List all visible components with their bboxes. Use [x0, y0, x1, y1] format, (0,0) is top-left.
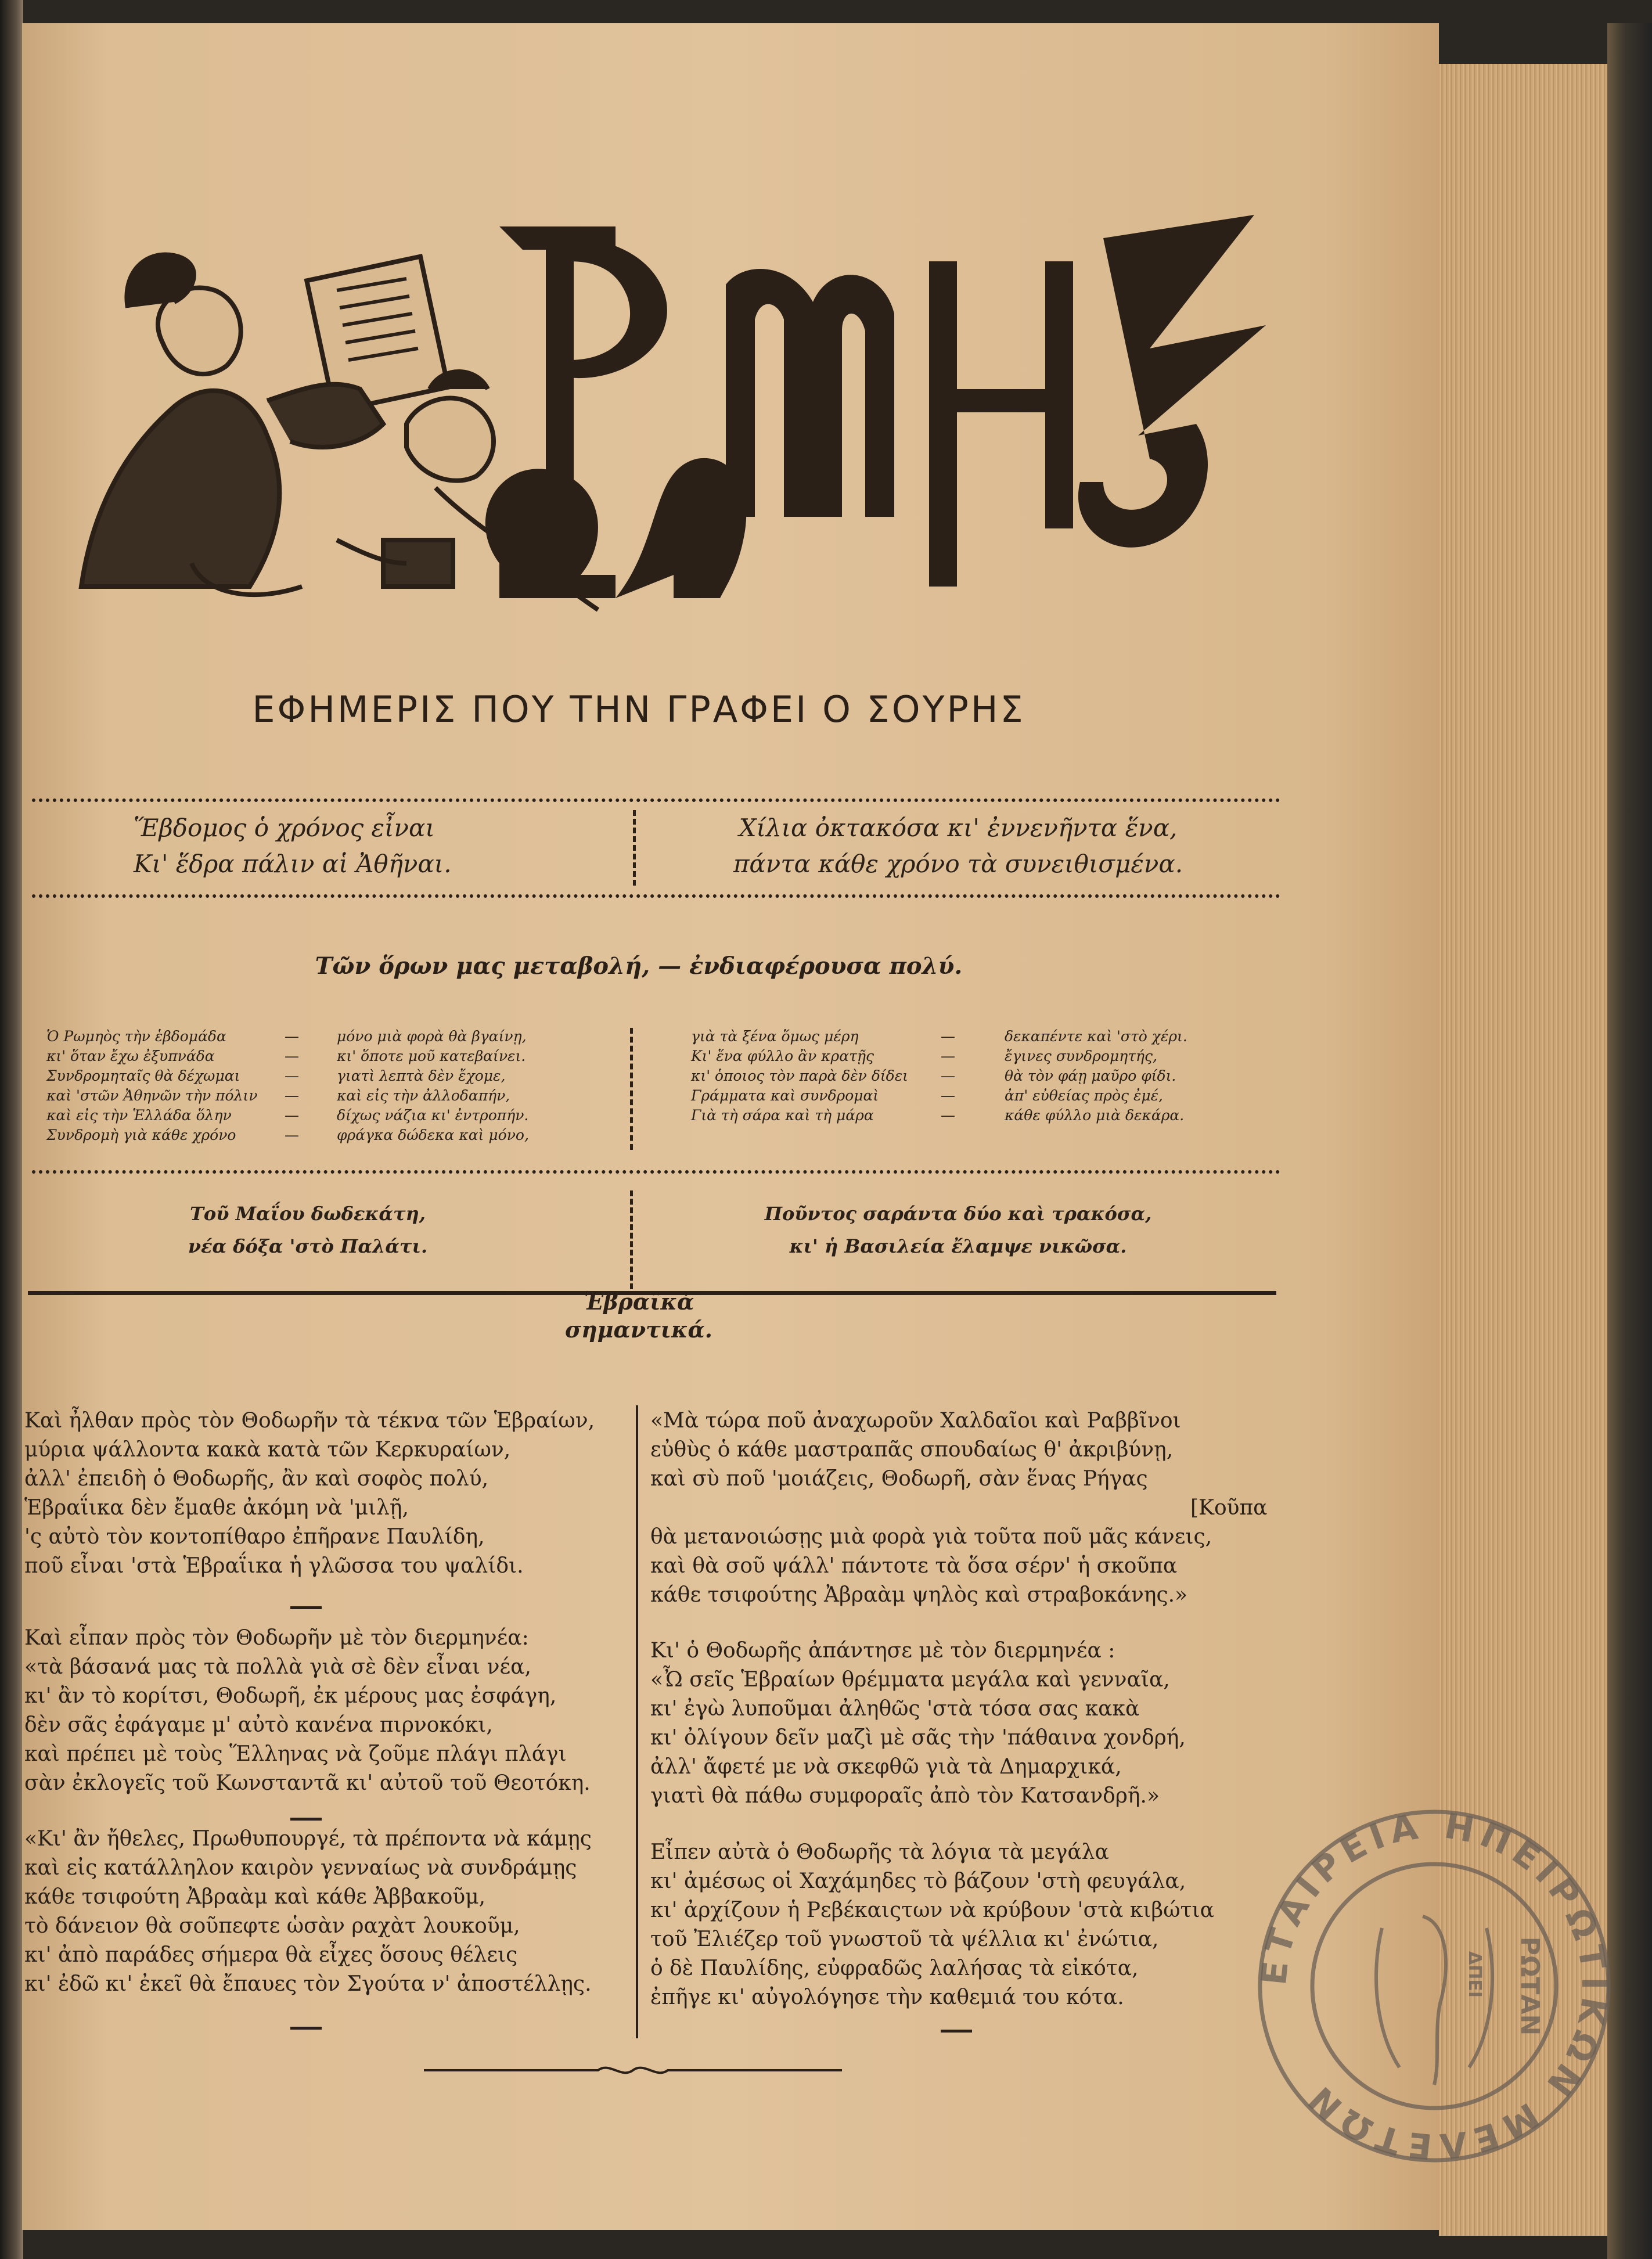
- article-title: [0, 1288, 1277, 1344]
- terms-line: ἔγινες συνδρομητής,: [1005, 1048, 1157, 1064]
- verse-line: κι' ἐδῶ κι' ἐκεῖ θὰ ἔπαυες τὸν Σγούτα ν' ἀποστέλλῃς.: [24, 1972, 592, 1996]
- verse-line: καὶ εἰς κατάλληλον καιρὸν γενναίως νὰ συνδράμῃς: [24, 1856, 577, 1880]
- date-left-line-1: Τοῦ Μαΐου δωδεκάτη,: [190, 1203, 426, 1225]
- terms-line: Κι' ἕνα φύλλο ἂν κρατῇς: [691, 1048, 874, 1064]
- article-col2-stanza-2: [650, 1636, 1186, 1811]
- terms-line: Συνδρομηταῖς θὰ δέχωμαι: [46, 1067, 240, 1084]
- terms-line: καὶ εἰς τὴν ἀλλοδαπήν,: [337, 1087, 510, 1104]
- date-left: [93, 1197, 523, 1262]
- terms-line: δίχως νάζια κι' ἐντροπήν.: [337, 1107, 529, 1124]
- verse-line: μύρια ψάλλοντα κακὰ κατὰ τῶν Κερκυραίων,: [24, 1438, 511, 1462]
- date-right-line-2: κι' ἡ Βασιλεία ἔλαμψε νικῶσα.: [789, 1235, 1127, 1257]
- terms-line: δεκαπέντε καὶ 'στὸ χέρι.: [1005, 1028, 1187, 1045]
- header-left-line-1: Ἕβδομος ὁ χρόνος εἶναι: [134, 814, 435, 842]
- terms-line: κι' ὅταν ἔχω ἐξυπνάδα: [46, 1048, 215, 1064]
- verse-line: κι' ἀπὸ παράδες σήμερα θὰ εἶχες ὅσους θέλεις: [24, 1943, 518, 1967]
- terms-line: κι' ὁποιος τὸν παρὰ δὲν δίδει: [691, 1067, 908, 1084]
- terms-dash: —: [285, 1087, 299, 1104]
- article-col1-stanza-3: [24, 1825, 592, 1999]
- verse-line: «Μὰ τώρα ποῦ ἀναχωροῦν Χαλδαῖοι καὶ Ραββῖνοι: [650, 1409, 1181, 1433]
- terms-line: μόνο μιὰ φορὰ θὰ βγαίνῃ,: [337, 1028, 527, 1045]
- verse-line: κι' ὀλίγουν δεῖν μαζὶ μὲ σᾶς τὴν 'πάθαινα χονδρή,: [650, 1726, 1186, 1750]
- stanza-separator: [290, 2027, 322, 2030]
- terms-dash: —: [941, 1087, 955, 1104]
- terms-dash: —: [941, 1067, 955, 1084]
- terms-divider: [630, 1028, 633, 1150]
- terms-right-dashes: [941, 1027, 955, 1125]
- terms-left-a: [46, 1027, 257, 1145]
- verse-line: γιατὶ θὰ πάθω συμφοραῖς ἀπὸ τὸν Κατσανδρῆ.»: [650, 1784, 1160, 1808]
- date-divider: [630, 1190, 633, 1289]
- terms-dash: —: [285, 1048, 299, 1064]
- terms-line: θὰ τὸν φάῃ μαῦρο φίδι.: [1005, 1067, 1176, 1084]
- stamp-center-mid: ΔΠΕΙ: [1464, 1951, 1485, 1998]
- terms-title: Τῶν ὅρων μας μεταβολή, — ἐνδιαφέρουσα πολύ.: [315, 952, 963, 980]
- article-title-line-2: σημαντικά.: [565, 1316, 712, 1343]
- stamp-emblem: [1376, 1916, 1492, 2085]
- verse-line: Ἑβραΐικα δὲν ἔμαθε ἀκόμη νὰ 'μιλῇ,: [24, 1496, 409, 1520]
- verse-line: καὶ σὺ ποῦ 'μοιάζεις, Θοδωρῆ, σὰν ἕνας Ρήγας: [650, 1467, 1148, 1491]
- verse-line: κάθε τσιφούτης Ἀβραὰμ ψηλὸς καὶ στραβοκάνης.»: [650, 1583, 1188, 1607]
- article-col2-stanza-1: [650, 1407, 1181, 1494]
- date-left-line-2: νέα δόξα 'στὸ Παλάτι.: [188, 1235, 428, 1257]
- masthead-subtitle: ΕΦΗΜΕΡΙΣ ΠΟΥ ΤΗΝ ΓΡΑΦΕΙ Ο ΣΟΥΡΗΣ: [252, 688, 1025, 731]
- verse-line: κι' ἀρχίζουν ἡ Ρεβέκαιςτων νὰ κρύβουν 'στὰ κιβώτια: [650, 1898, 1214, 1922]
- verse-line: καὶ θὰ σοῦ ψάλλ' πάντοτε τὰ ὅσα σέρν' ἡ σκοῦπα: [650, 1554, 1178, 1578]
- article-column-divider: [636, 1405, 638, 2038]
- verse-line: Καὶ εἶπαν πρὸς τὸν Θοδωρῆν μὲ τὸν διερμηνέα:: [24, 1626, 529, 1650]
- verse-line: θὰ μετανοιώσῃς μιὰ φορὰ γιὰ τοῦτα ποῦ μᾶς κάνεις,: [650, 1525, 1212, 1549]
- verse-line: ποῦ εἶναι 'στὰ Ἑβραΐικα ἡ γλῶσσα του ψαλίδι.: [24, 1554, 524, 1578]
- header-left-line-2: Κι' ἕδρα πάλιν αἱ Ἀθῆναι.: [134, 850, 452, 878]
- terms-line: Γιὰ τὴ σάρα καὶ τὴ μάρα: [691, 1107, 874, 1124]
- stamp-ring-text: ΕΤΑΙΡΕΙΑ ΗΠΕΙΡΩΤΙΚΩΝ ΜΕΛΕΤΩΝ: [1254, 1805, 1615, 2167]
- verse-line: τὸ δάνειον θὰ σοῦπεφτε ὡσὰν ραχὰτ λουκοῦμ,: [24, 1914, 520, 1938]
- date-right-line-1: Ποῦντος σαράντα δύο καὶ τρακόσα,: [764, 1203, 1152, 1225]
- stanza-separator: [290, 1818, 322, 1821]
- rule-terms-bottom: [32, 1170, 1280, 1174]
- terms-left-dashes: [285, 1027, 299, 1145]
- ornamental-rule: [424, 2059, 842, 2082]
- verse-line: εὐθὺς ὁ κάθε μαστραπᾶς σπουδαίως θ' ἀκριβύνῃ,: [650, 1438, 1174, 1462]
- verse-line: ἐπῆγε κι' αὐγολόγησε τὴν καθεμιά του κότα.: [650, 1985, 1124, 2009]
- terms-line: καὶ 'στῶν Ἀθηνῶν τὴν πόλιν: [46, 1087, 258, 1104]
- terms-dash: —: [285, 1127, 299, 1143]
- stanza-separator: [941, 2030, 972, 2033]
- terms-line: Ὁ Ρωμηὸς τὴν ἑβδομάδα: [46, 1028, 226, 1045]
- terms-line: Γράμματα καὶ συνδρομαὶ: [691, 1087, 879, 1104]
- article-col1-stanza-2: [24, 1624, 591, 1798]
- verse-line: Εἶπεν αὐτὰ ὁ Θοδωρῆς τὰ λόγια τὰ μεγάλα: [650, 1840, 1109, 1864]
- verse-line: κάθε τσιφούτη Ἀβραὰμ καὶ κάθε Ἀββακοῦμ,: [24, 1885, 486, 1909]
- terms-dash: —: [285, 1067, 299, 1084]
- terms-dash: —: [941, 1028, 955, 1045]
- terms-right-a: [691, 1027, 908, 1125]
- article-title-line-1: Ἑβραϊκὰ: [583, 1289, 694, 1315]
- stanza-separator: [290, 1606, 322, 1609]
- rule-header-bottom: [32, 894, 1280, 898]
- terms-line: Συνδρομὴ γιὰ κάθε χρόνο: [46, 1127, 236, 1143]
- terms-line: κι' ὅποτε μοῦ κατεβαίνει.: [337, 1048, 526, 1064]
- terms-dash: —: [941, 1048, 955, 1064]
- header-divider: [633, 810, 636, 886]
- rule-top: [32, 798, 1280, 802]
- terms-dash: —: [285, 1028, 299, 1045]
- book-spine-left: [0, 0, 23, 2259]
- verse-line: καὶ πρέπει μὲ τοὺς Ἕλληνας νὰ ζοῦμε πλάγι πλάγι: [24, 1742, 567, 1766]
- verse-line: «Κι' ἂν ἤθελες, Πρωθυπουργέ, τὰ πρέποντα νὰ κάμῃς: [24, 1827, 592, 1851]
- terms-right-b: [1005, 1027, 1187, 1125]
- verse-line: ὁ δὲ Παυλίδης, εὐφραδῶς λαλήσας τὰ εἰκότα,: [650, 1956, 1139, 1980]
- verse-line: κι' ἀμέσως οἱ Χαχάμηδες τὸ βάζουν 'στὴ φευγάλα,: [650, 1869, 1186, 1893]
- article-col1-stanza-1: [24, 1407, 595, 1581]
- header-right-line-2: πάντα κάθε χρόνο τὰ συνειθισμένα.: [733, 850, 1183, 878]
- logo-letters: [485, 215, 1266, 598]
- terms-line: κάθε φύλλο μιὰ δεκάρα.: [1005, 1107, 1185, 1124]
- article-col2-bracket: [Κοῦπα: [1190, 1496, 1268, 1520]
- verse-line: δὲν σᾶς ἐφάγαμε μ' αὐτὸ κανένα πιρνοκόκι,: [24, 1713, 493, 1737]
- masthead-logo: [58, 215, 1277, 633]
- verse-line: Κι' ὁ Θοδωρῆς ἀπάντησε μὲ τὸν διερμηνέα :: [650, 1639, 1115, 1663]
- verse-line: κι' ἐγὼ λυποῦμαι ἀληθῶς 'στὰ τόσα σας κακὰ: [650, 1697, 1140, 1721]
- verse-line: σὰν ἐκλογεῖς τοῦ Κωνσταντᾶ κι' αὐτοῦ τοῦ Θεοτόκη.: [24, 1771, 591, 1795]
- date-right: [691, 1197, 1225, 1262]
- verse-line: ἀλλ' ἄφετέ με νὰ σκεφθῶ γιὰ τὰ Δημαρχικά,: [650, 1755, 1122, 1779]
- terms-dash: —: [285, 1107, 299, 1124]
- verse-line: κι' ἂν τὸ κορίτσι, Θοδωρῆ, ἐκ μέρους μας ἐσφάγη,: [24, 1684, 557, 1708]
- svg-text:ΕΤΑΙΡΕΙΑ ΗΠΕΙΡΩΤΙΚΩΝ ΜΕΛΕΤΩΝ: [1254, 1806, 1614, 2167]
- verse-line: ἀλλ' ἐπειδὴ ὁ Θοδωρῆς, ἂν καὶ σοφὸς πολύ,: [24, 1467, 489, 1491]
- article-col2-stanza-3: [650, 1838, 1214, 2012]
- article-col2-stanza-1b: [650, 1523, 1212, 1610]
- terms-line: καὶ εἰς τὴν Ἑλλάδα ὅλην: [46, 1107, 232, 1124]
- verse-line: Καὶ ἦλθαν πρὸς τὸν Θοδωρῆν τὰ τέκνα τῶν Ἑβραίων,: [24, 1409, 595, 1433]
- verse-line: τοῦ Ἐλιέζερ τοῦ γνωστοῦ τὰ ψέλλια κι' ἐνώτια,: [650, 1927, 1159, 1951]
- terms-dash: —: [941, 1107, 955, 1124]
- terms-line: γιὰ τὰ ξένα ὅμως μέρη: [691, 1028, 859, 1045]
- header-left: [134, 810, 452, 882]
- terms-line: ἀπ' εὐθείας πρὸς ἐμέ,: [1005, 1087, 1163, 1104]
- verse-line: «τὰ βάσανά μας τὰ πολλὰ γιὰ σὲ δὲν εἶναι νέα,: [24, 1655, 531, 1679]
- header-right: [691, 810, 1225, 882]
- verse-line: «Ὦ σεῖς Ἑβραίων θρέμματα μεγάλα καὶ γενναῖα,: [650, 1668, 1170, 1692]
- library-stamp: [1248, 1800, 1620, 2172]
- terms-left-b: [337, 1027, 529, 1145]
- stamp-center-top: ΡΩΤΑΝ: [1515, 1936, 1545, 2036]
- terms-line: φράγκα δώδεκα καὶ μόνο,: [337, 1127, 529, 1143]
- header-right-line-1: Χίλια ὀκτακόσα κι' ἐννενῆντα ἕνα,: [739, 814, 1178, 842]
- verse-line: 'ς αὐτὸ τὸν κοντοπίθαρο ἐπῆρανε Παυλίδη,: [24, 1525, 485, 1549]
- terms-line: γιατὶ λεπτὰ δὲν ἔχομε,: [337, 1067, 506, 1084]
